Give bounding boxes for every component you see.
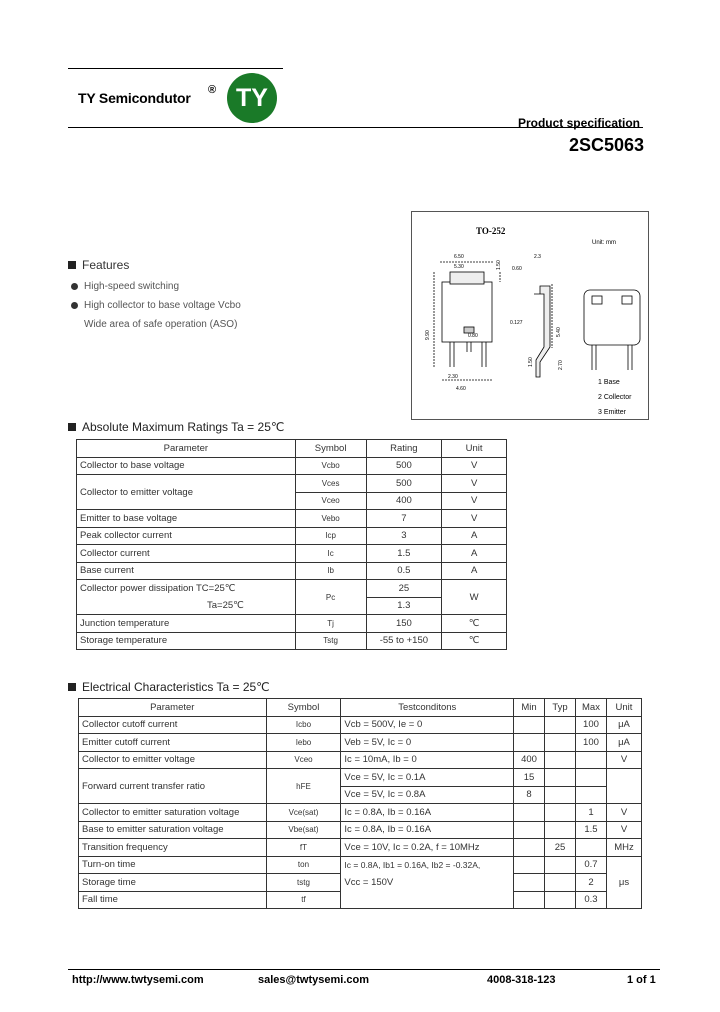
package-name: TO-252 bbox=[476, 226, 506, 236]
table-cell bbox=[514, 839, 545, 857]
table-cell bbox=[545, 856, 576, 874]
table-cell: Vcc = 150V bbox=[341, 874, 514, 892]
table-cell: V bbox=[442, 457, 507, 475]
table-cell: 25 bbox=[545, 839, 576, 857]
feature-item: High collector to base voltage Vcbo bbox=[71, 299, 241, 311]
table-row bbox=[79, 874, 642, 892]
table-cell: Ic bbox=[295, 545, 366, 563]
table-cell: fT bbox=[266, 839, 341, 857]
table-cell bbox=[545, 821, 576, 839]
pin-3-label: 3 Emitter bbox=[598, 409, 627, 416]
table-cell: μs bbox=[606, 856, 641, 909]
table-cell bbox=[341, 891, 514, 909]
table-cell: 1.3 bbox=[366, 597, 442, 615]
table-cell: Tstg bbox=[295, 632, 366, 650]
table-cell: ℃ bbox=[442, 632, 507, 650]
table-header-cell: Unit bbox=[606, 699, 641, 717]
table-cell: hFE bbox=[266, 769, 341, 804]
table-cell: Vcbo bbox=[295, 457, 366, 475]
elec-table bbox=[78, 698, 642, 909]
table-row bbox=[79, 751, 642, 769]
table-cell bbox=[514, 734, 545, 752]
header-top-rule bbox=[68, 68, 283, 69]
table-cell bbox=[576, 769, 607, 787]
table-header-cell: Unit bbox=[442, 440, 507, 458]
table-cell bbox=[545, 716, 576, 734]
table-cell: Vces bbox=[295, 475, 366, 493]
table-cell: V bbox=[606, 751, 641, 769]
table-cell: A bbox=[442, 545, 507, 563]
table-cell bbox=[545, 786, 576, 804]
ty-logo: TY bbox=[227, 73, 277, 123]
table-cell: ℃ bbox=[442, 615, 507, 633]
dimension-label: 1.50 bbox=[496, 260, 502, 270]
table-row bbox=[79, 856, 642, 874]
dimension-label: 2.70 bbox=[558, 360, 564, 370]
table-cell bbox=[545, 751, 576, 769]
table-row bbox=[79, 839, 642, 857]
table-header-cell: Rating bbox=[366, 440, 442, 458]
unit-label: Unit: mm bbox=[592, 240, 616, 246]
table-cell: Icbo bbox=[266, 716, 341, 734]
table-cell: W bbox=[442, 580, 507, 615]
bullet-dot-icon bbox=[71, 283, 78, 290]
table-cell: V bbox=[442, 492, 507, 510]
table-cell: 8 bbox=[514, 786, 545, 804]
table-cell: 400 bbox=[366, 492, 442, 510]
table-cell: -55 to +150 bbox=[366, 632, 442, 650]
table-cell: Turn-on time bbox=[79, 856, 267, 874]
dimension-label: 1.50 bbox=[528, 357, 534, 367]
table-cell bbox=[514, 891, 545, 909]
table-cell bbox=[514, 716, 545, 734]
table-cell: 1 bbox=[576, 804, 607, 822]
table-cell: Pc bbox=[295, 580, 366, 615]
dimension-label: 0.127 bbox=[510, 320, 523, 326]
table-cell: Vcb = 500V, Ie = 0 bbox=[341, 716, 514, 734]
table-cell bbox=[545, 769, 576, 787]
pin-1-label: 1 Base bbox=[598, 379, 620, 386]
dimension-label: 2.3 bbox=[534, 254, 541, 260]
table-cell: 100 bbox=[576, 734, 607, 752]
table-cell: V bbox=[442, 510, 507, 528]
table-row bbox=[79, 804, 642, 822]
table-cell: 500 bbox=[366, 475, 442, 493]
table-cell: 2 bbox=[576, 874, 607, 892]
elec-title: Electrical Characteristics Ta = 25℃ bbox=[68, 680, 270, 694]
table-cell: Collector power dissipation TC=25℃ bbox=[77, 580, 296, 598]
table-row bbox=[79, 821, 642, 839]
table-row bbox=[77, 615, 507, 633]
table-cell: Collector to emitter saturation voltage bbox=[79, 804, 267, 822]
table-cell: 1.5 bbox=[366, 545, 442, 563]
features-section bbox=[68, 258, 241, 337]
table-cell: Vce = 10V, Ic = 0.2A, f = 10MHz bbox=[341, 839, 514, 857]
table-cell: 0.7 bbox=[576, 856, 607, 874]
dimension-label: 0.60 bbox=[512, 266, 522, 272]
package-drawing-box bbox=[411, 211, 649, 420]
table-header-cell: Parameter bbox=[77, 440, 296, 458]
table-cell: Veb = 5V, Ic = 0 bbox=[341, 734, 514, 752]
table-cell: A bbox=[442, 562, 507, 580]
table-row bbox=[77, 545, 507, 563]
table-cell: Icp bbox=[295, 527, 366, 545]
abs-max-title: Absolute Maximum Ratings Ta = 25℃ bbox=[68, 420, 284, 434]
table-cell: Ib bbox=[295, 562, 366, 580]
table-cell: μA bbox=[606, 716, 641, 734]
table-cell bbox=[514, 874, 545, 892]
registered-mark: ® bbox=[208, 84, 217, 96]
table-cell: Ic = 0.8A, Ib1 = 0.16A, Ib2 = -0.32A, bbox=[341, 856, 514, 874]
table-cell: 0.3 bbox=[576, 891, 607, 909]
table-cell: 7 bbox=[366, 510, 442, 528]
table-cell: Vebo bbox=[295, 510, 366, 528]
dimension-label: 9.90 bbox=[425, 330, 431, 340]
table-cell bbox=[545, 804, 576, 822]
table-cell: Vce(sat) bbox=[266, 804, 341, 822]
table-cell: Vce = 5V, Ic = 0.8A bbox=[341, 786, 514, 804]
table-cell: Storage temperature bbox=[77, 632, 296, 650]
bullet-square-icon bbox=[68, 261, 76, 269]
table-cell bbox=[514, 804, 545, 822]
table-cell: 150 bbox=[366, 615, 442, 633]
part-number: 2SC5063 bbox=[568, 135, 644, 155]
table-row bbox=[77, 580, 507, 598]
table-cell: Collector to emitter voltage bbox=[79, 751, 267, 769]
table-header-row bbox=[79, 699, 642, 717]
table-cell: 3 bbox=[366, 527, 442, 545]
pin-2-label: 2 Collector bbox=[598, 394, 632, 401]
table-cell: 25 bbox=[366, 580, 442, 598]
table-header-cell: Symbol bbox=[295, 440, 366, 458]
table-row bbox=[79, 734, 642, 752]
table-cell: Base current bbox=[77, 562, 296, 580]
feature-item: Wide area of safe operation (ASO) bbox=[84, 318, 238, 330]
table-header-cell: Testconditons bbox=[341, 699, 514, 717]
table-header-cell: Symbol bbox=[266, 699, 341, 717]
table-row bbox=[79, 769, 642, 787]
table-row bbox=[77, 475, 507, 493]
table-cell: 15 bbox=[514, 769, 545, 787]
table-cell bbox=[576, 839, 607, 857]
table-cell: Peak collector current bbox=[77, 527, 296, 545]
footer-phone: 4008-318-123 bbox=[487, 974, 556, 986]
dimension-label: 5.40 bbox=[556, 327, 562, 337]
table-header-cell: Typ bbox=[545, 699, 576, 717]
table-cell: Storage time bbox=[79, 874, 267, 892]
table-cell: Vbe(sat) bbox=[266, 821, 341, 839]
table-cell: A bbox=[442, 527, 507, 545]
table-cell: Vce = 5V, Ic = 0.1A bbox=[341, 769, 514, 787]
dimension-label: 6.50 bbox=[454, 254, 464, 260]
footer-website-link[interactable]: http://www.twtysemi.com bbox=[72, 974, 204, 986]
table-cell: tstg bbox=[266, 874, 341, 892]
table-cell: Ta=25℃ bbox=[77, 597, 296, 615]
table-cell: ton bbox=[266, 856, 341, 874]
table-cell: 100 bbox=[576, 716, 607, 734]
table-cell: 500 bbox=[366, 457, 442, 475]
table-row bbox=[79, 891, 642, 909]
table-cell: Ic = 10mA, Ib = 0 bbox=[341, 751, 514, 769]
abs-max-table bbox=[76, 439, 507, 650]
footer-page-number: 1 of 1 bbox=[627, 974, 656, 986]
table-header-cell: Max bbox=[576, 699, 607, 717]
table-cell: Tj bbox=[295, 615, 366, 633]
table-row bbox=[77, 527, 507, 545]
table-header-cell: Parameter bbox=[79, 699, 267, 717]
bullet-square-icon bbox=[68, 423, 76, 431]
table-row bbox=[77, 457, 507, 475]
table-cell: V bbox=[606, 804, 641, 822]
table-cell: Vceo bbox=[295, 492, 366, 510]
table-header-cell: Min bbox=[514, 699, 545, 717]
table-cell: Forward current transfer ratio bbox=[79, 769, 267, 804]
table-cell: Collector to emitter voltage bbox=[77, 475, 296, 510]
dimension-label: 0.80 bbox=[468, 333, 478, 339]
table-cell: Vceo bbox=[266, 751, 341, 769]
table-cell: Collector cutoff current bbox=[79, 716, 267, 734]
package-outline-drawing bbox=[412, 212, 648, 419]
table-cell: tf bbox=[266, 891, 341, 909]
table-cell bbox=[545, 734, 576, 752]
table-cell: Ic = 0.8A, Ib = 0.16A bbox=[341, 804, 514, 822]
table-cell: Base to emitter saturation voltage bbox=[79, 821, 267, 839]
table-row bbox=[77, 632, 507, 650]
table-cell bbox=[576, 786, 607, 804]
table-header-row bbox=[77, 440, 507, 458]
table-cell bbox=[606, 769, 641, 804]
dimension-label: 5.30 bbox=[454, 264, 464, 270]
table-cell: V bbox=[442, 475, 507, 493]
table-cell: Junction temperature bbox=[77, 615, 296, 633]
table-cell: MHz bbox=[606, 839, 641, 857]
table-cell bbox=[576, 751, 607, 769]
table-cell: 400 bbox=[514, 751, 545, 769]
table-cell: Fall time bbox=[79, 891, 267, 909]
dimension-label: 4.60 bbox=[456, 386, 466, 392]
table-row bbox=[77, 562, 507, 580]
table-cell bbox=[545, 891, 576, 909]
table-cell: V bbox=[606, 821, 641, 839]
footer-email-link[interactable]: sales@twtysemi.com bbox=[258, 974, 369, 986]
table-cell: Ic = 0.8A, Ib = 0.16A bbox=[341, 821, 514, 839]
company-name: TY Semicondutor bbox=[78, 90, 191, 106]
table-cell: Iebo bbox=[266, 734, 341, 752]
footer-rule bbox=[68, 969, 660, 970]
table-cell bbox=[545, 874, 576, 892]
table-cell: μA bbox=[606, 734, 641, 752]
table-cell bbox=[514, 856, 545, 874]
product-spec-label: Product specification bbox=[517, 116, 640, 130]
dimension-label: 2.30 bbox=[448, 374, 458, 380]
table-cell bbox=[514, 821, 545, 839]
features-title: Features bbox=[82, 258, 130, 272]
table-row bbox=[77, 510, 507, 528]
table-cell: Emitter cutoff current bbox=[79, 734, 267, 752]
table-cell: Collector to base voltage bbox=[77, 457, 296, 475]
bullet-square-icon bbox=[68, 683, 76, 691]
table-cell: Collector current bbox=[77, 545, 296, 563]
table-cell: 0.5 bbox=[366, 562, 442, 580]
table-cell: Transition frequency bbox=[79, 839, 267, 857]
feature-item: High-speed switching bbox=[71, 280, 241, 292]
table-cell: Emitter to base voltage bbox=[77, 510, 296, 528]
table-cell: 1.5 bbox=[576, 821, 607, 839]
table-row bbox=[79, 716, 642, 734]
bullet-dot-icon bbox=[71, 302, 78, 309]
